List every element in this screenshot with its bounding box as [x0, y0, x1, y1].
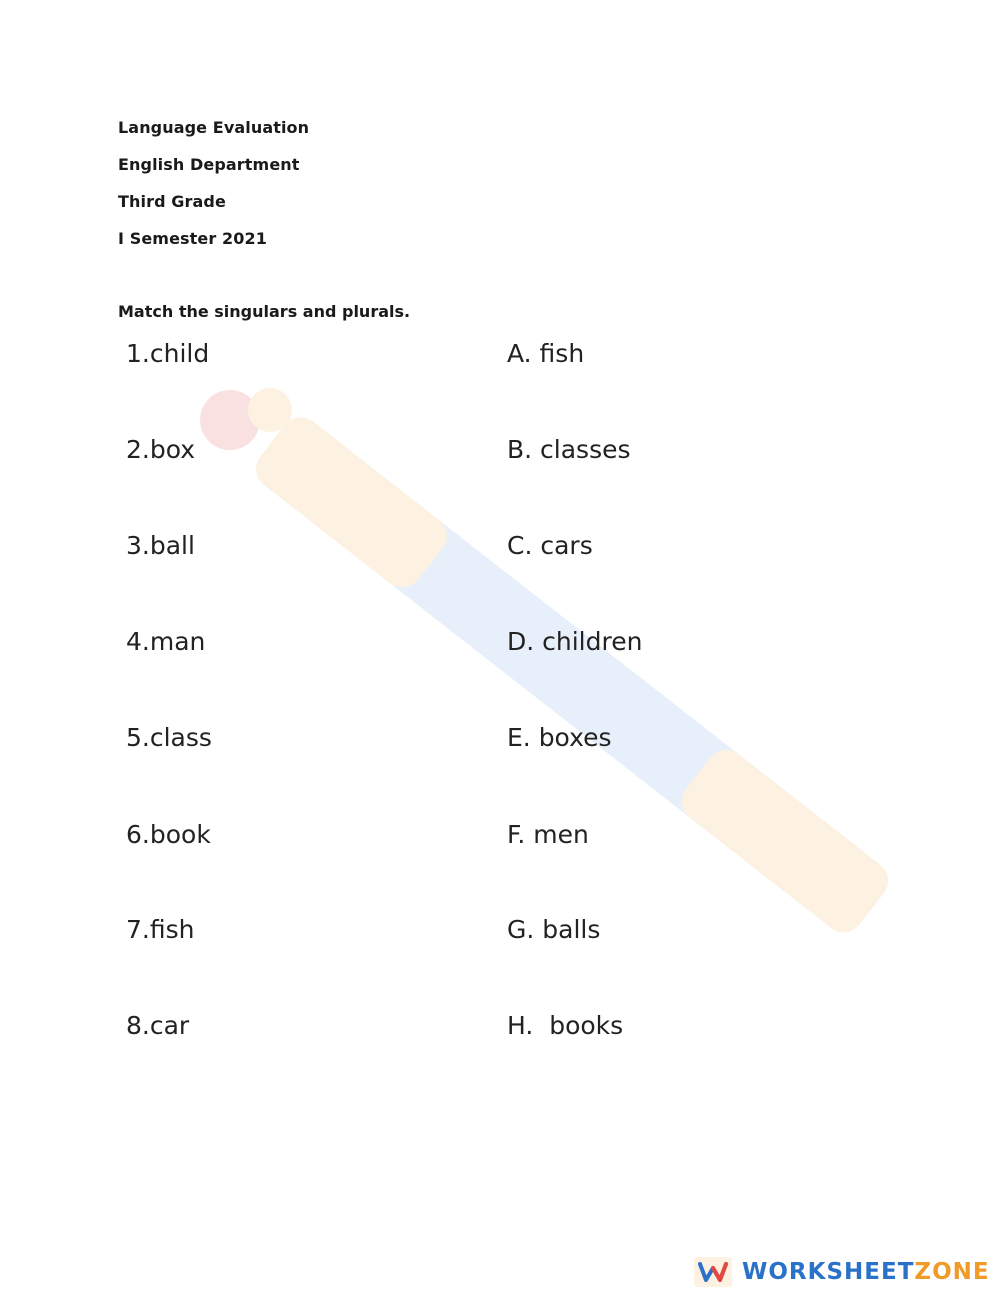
singular-item: 8.car	[126, 1011, 190, 1040]
singular-item: 4.man	[126, 627, 206, 656]
singular-item: 6.book	[126, 820, 211, 849]
plural-item: F. men	[507, 820, 589, 849]
plural-item: G. balls	[507, 915, 601, 944]
plural-item: H. books	[507, 1011, 624, 1040]
plural-item: E. boxes	[507, 723, 612, 752]
brand-name-part1: WORKSHEET	[742, 1259, 915, 1285]
evaluation-title: Language Evaluation	[118, 118, 310, 137]
singular-item: 3.ball	[126, 531, 195, 560]
singular-item: 7.fish	[126, 915, 195, 944]
brand-name	[742, 1259, 990, 1285]
plural-item: A. fish	[507, 339, 585, 368]
instruction-text: Match the singulars and plurals.	[118, 302, 411, 321]
plural-item: D. children	[507, 627, 643, 656]
singular-item: 2.box	[126, 435, 196, 464]
plural-item: B. classes	[507, 435, 631, 464]
w-logo-icon	[694, 1257, 732, 1287]
semester-label: I Semester 2021	[118, 229, 267, 248]
department-name: English Department	[118, 155, 300, 174]
singular-item: 1.child	[126, 339, 210, 368]
plural-item: C. cars	[507, 531, 593, 560]
brand-name-part2: ZONE	[914, 1259, 990, 1285]
grade-level: Third Grade	[118, 192, 226, 211]
worksheetzone-logo[interactable]	[694, 1254, 990, 1290]
singular-item: 5.class	[126, 723, 212, 752]
